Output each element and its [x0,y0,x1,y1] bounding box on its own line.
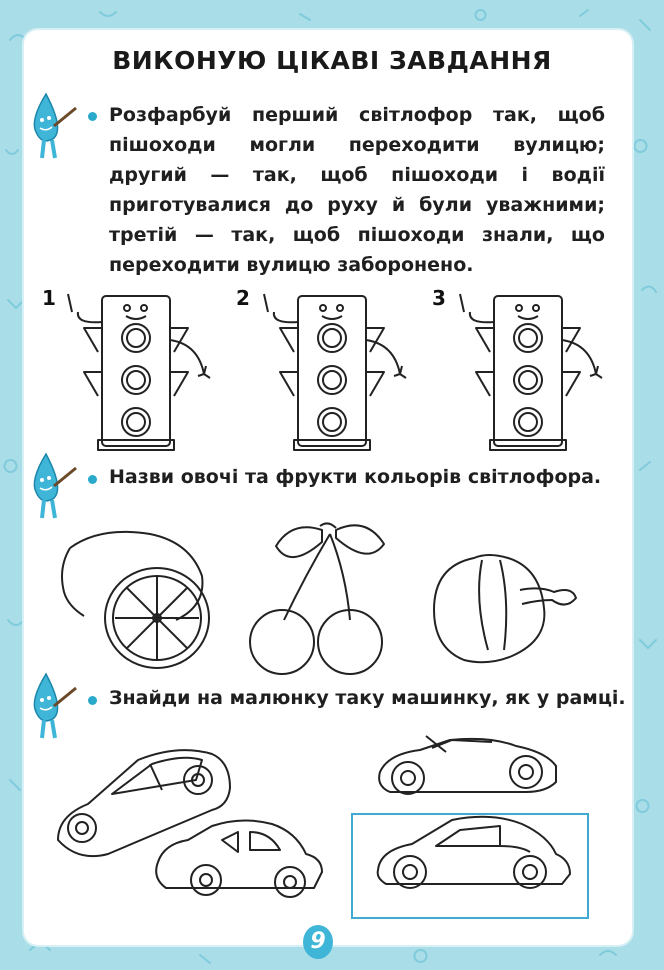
task-3-text: Знайди на малюнку таку машинку, як у рамці. [109,687,626,709]
traffic-light-number-1: 1 [42,286,56,310]
traffic-light-number-3: 3 [432,286,446,310]
car-icon [58,750,230,856]
bullet-task-3 [88,696,97,705]
car-icon [156,820,322,897]
traffic-light-number-2: 2 [236,286,250,310]
car-icon [379,736,556,794]
bullet-task-2 [88,475,97,484]
page-number: 9 [303,925,333,959]
traffic-light-icon [264,294,406,450]
traffic-light-icon [460,294,602,450]
lemon-icon [62,532,209,668]
task-2-text: Назви овочі та фрукти кольорів світлофора. [109,466,602,488]
car-icon [378,817,570,888]
bell-pepper-icon [434,555,576,662]
traffic-light-icon [68,294,210,450]
page-title: ВИКОНУЮ ЦІКАВІ ЗАВДАННЯ [112,46,552,75]
cherry-icon [250,523,384,674]
task-1-text: Розфарбуй перший світлофор так, щоб пішоходи могли переходити вулицю; другий — так, щоб пішоходи і водії приготувалися до руху й були уважними; третій — так, щоб пішоходи знали, що переходити вулицю заборонено. [109,104,605,276]
